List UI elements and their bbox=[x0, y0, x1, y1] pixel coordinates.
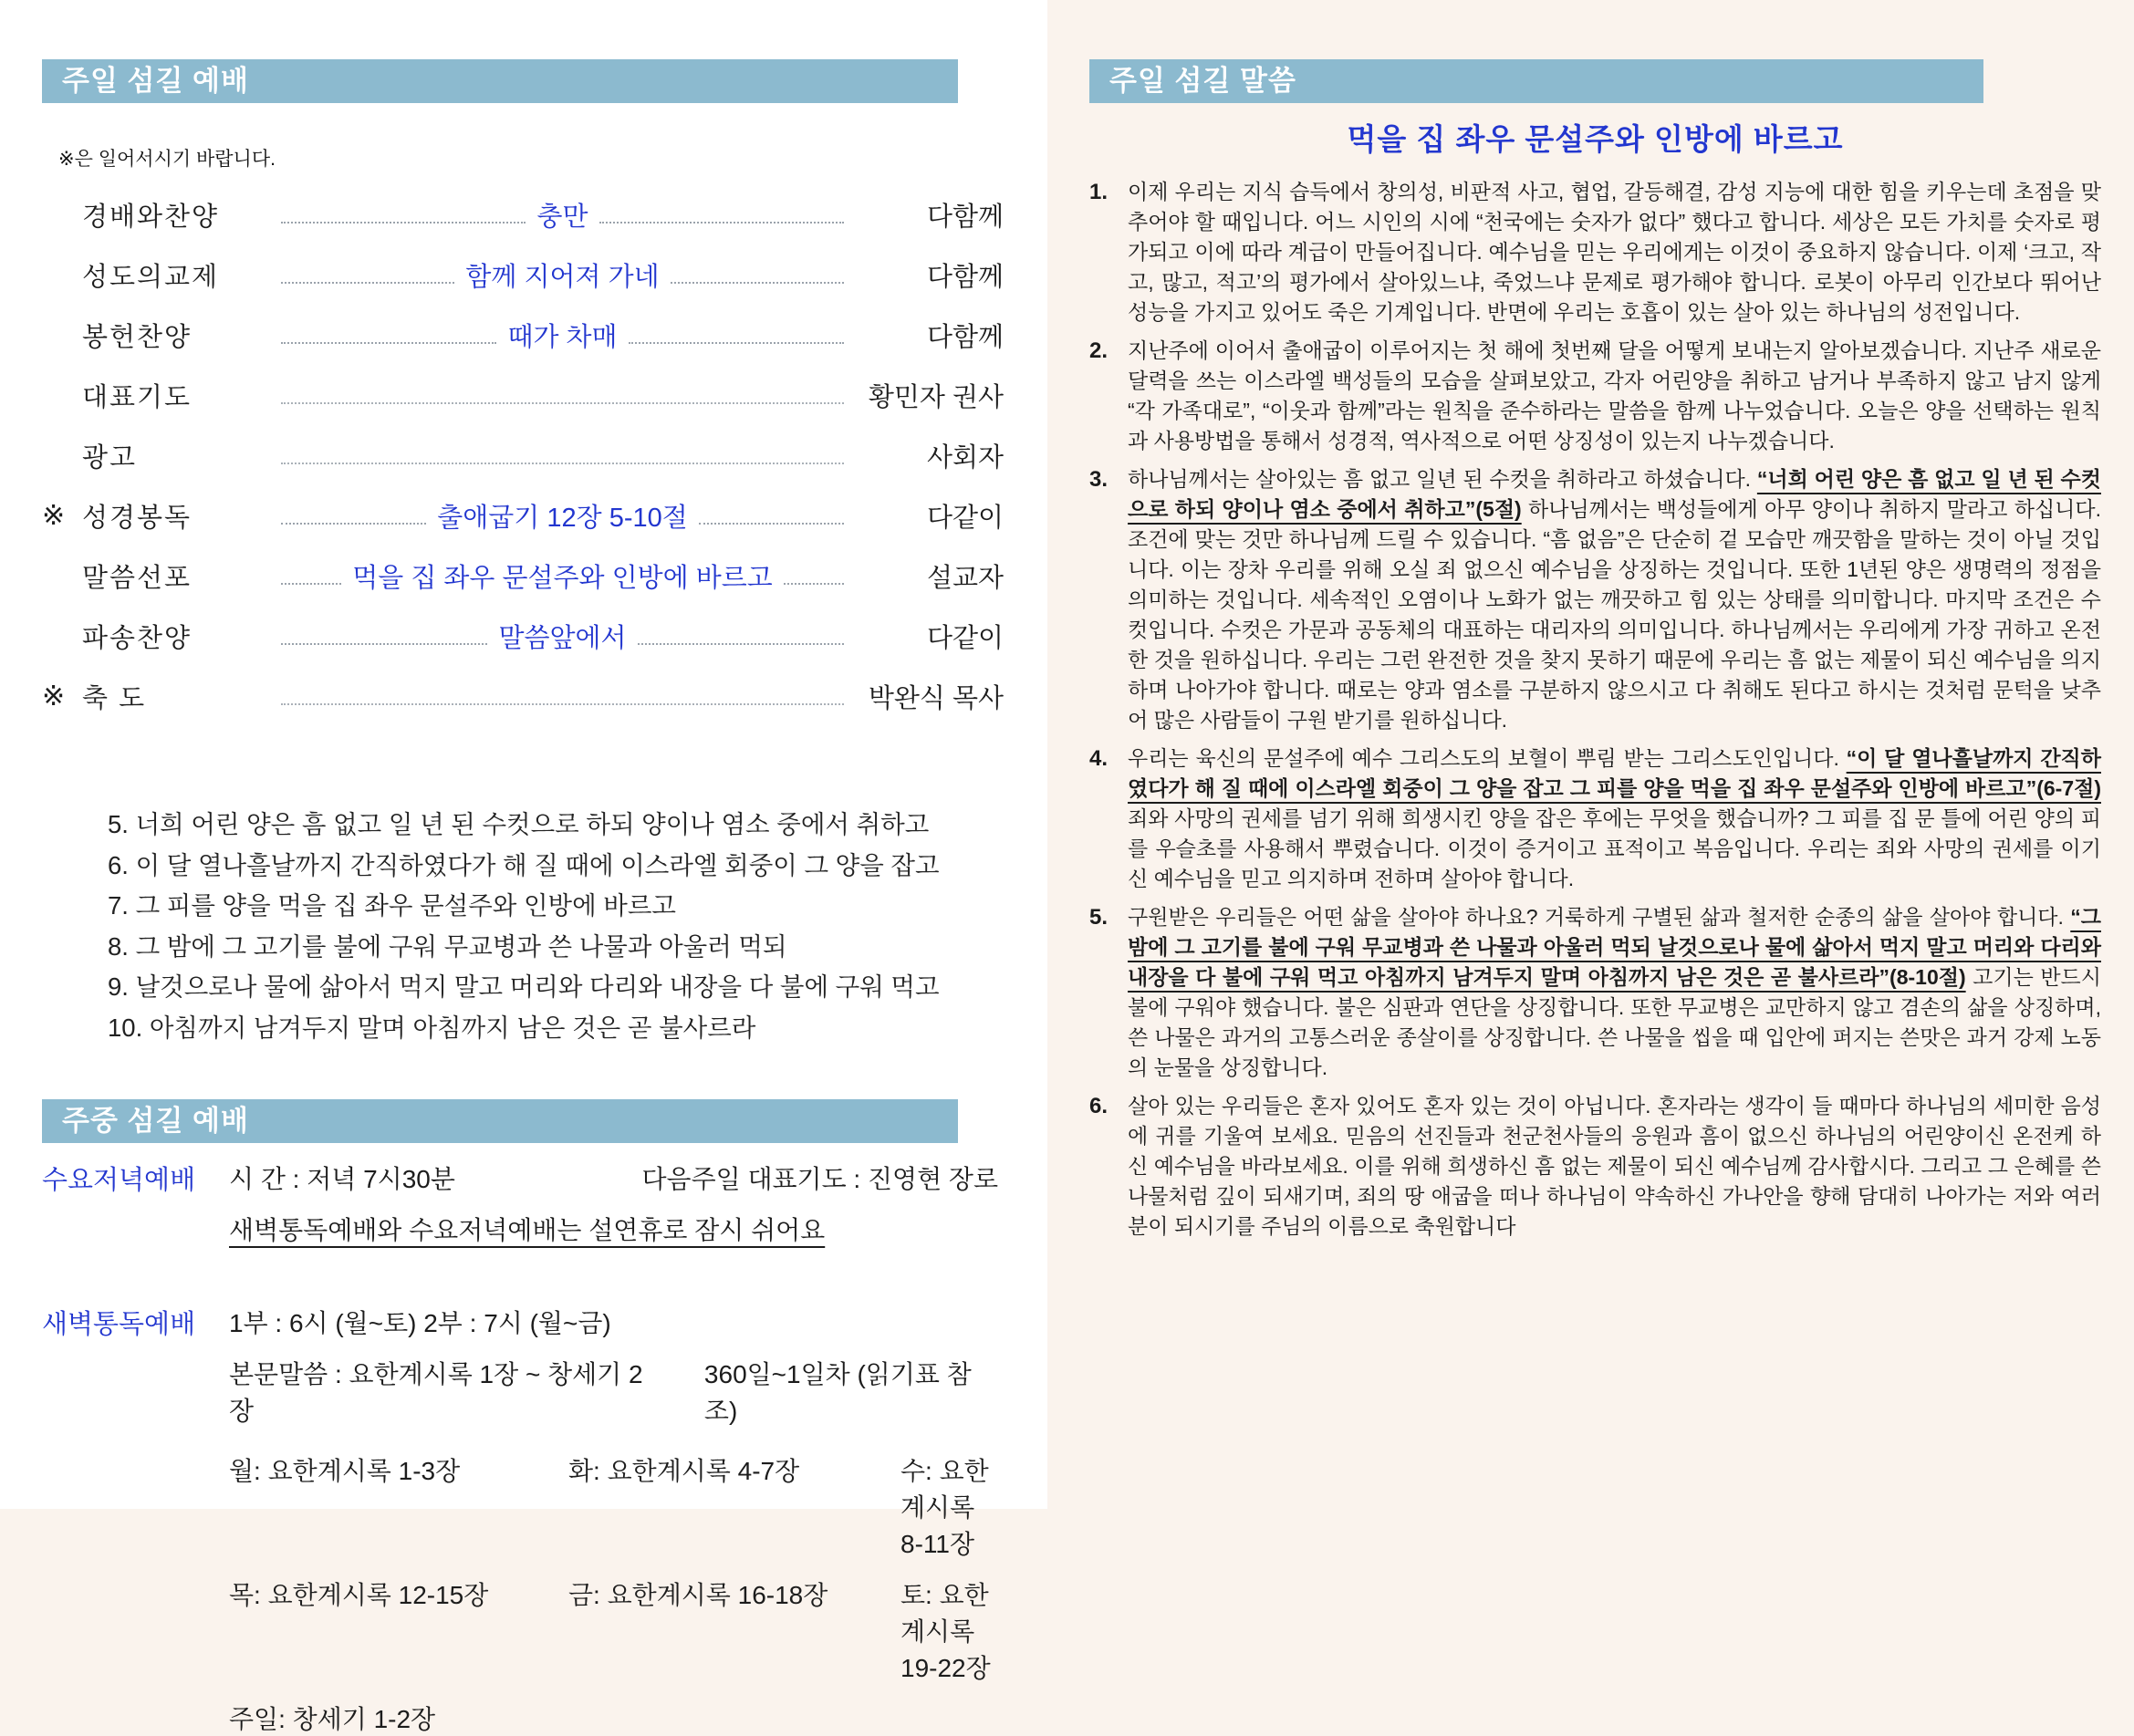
verse-line: 9. 날것으로나 물에 삶아서 먹지 말고 머리와 다리와 내장을 다 불에 구워 먹고 bbox=[108, 972, 940, 1001]
order-leader-area bbox=[281, 695, 844, 697]
stand-marker: ※ bbox=[42, 500, 66, 531]
order-leader-area bbox=[281, 557, 844, 595]
wednesday-service-label: 수요저녁예배 bbox=[42, 1166, 196, 1195]
reading-schedule-cell: 화: 요한계시록 4-7장 bbox=[568, 1457, 800, 1485]
wednesday-service-line1 bbox=[229, 1159, 1004, 1196]
wednesday-service-time: 시 간 : 저녁 7시30분 bbox=[229, 1165, 455, 1193]
order-item-performer: 다함께 bbox=[926, 262, 1004, 292]
leader-dots bbox=[281, 463, 844, 464]
paragraph-text: 구원받은 우리들은 어떤 삶을 살아야 하나요? 거룩하게 구별된 삶과 철저한 순종의 삶을 살아야 합니다. bbox=[1128, 905, 2071, 929]
paragraph-text: 우리는 육신의 문설주에 예수 그리스도의 보혈이 뿌림 받는 그리스도인입니다. bbox=[1128, 746, 1847, 770]
order-leader-area bbox=[281, 196, 844, 234]
verse-line: 7. 그 피를 양을 먹을 집 좌우 문설주와 인방에 바르고 bbox=[108, 891, 676, 920]
quoted-scripture: “너희 어린 양은 흠 없고 일 년 된 수컷으로 하되 양이나 염소 중에서 취하고”(5절) bbox=[1128, 467, 2101, 521]
dawn-scripture-range: 본문말씀 : 요한계시록 1장 ~ 창세기 2장 bbox=[229, 1360, 643, 1425]
sermon-paragraph bbox=[1089, 902, 2101, 1083]
order-item-performer: 황민자 권사 bbox=[868, 382, 1004, 412]
leader-dots bbox=[281, 643, 487, 645]
order-item-value: 때가 차매 bbox=[507, 322, 618, 352]
leader-dots bbox=[599, 222, 844, 223]
worship-order-header: 주일 섬길 예배 bbox=[42, 59, 958, 103]
order-leader-area bbox=[281, 454, 844, 456]
order-item-label: 봉헌찬양 bbox=[82, 322, 193, 352]
verse-line: 5. 너희 어린 양은 흠 없고 일 년 된 수컷으로 하되 양이나 염소 중에서 취하고 bbox=[108, 810, 930, 838]
quoted-scripture: “이 달 열나흘날까지 간직하였다가 해 질 때에 이스라엘 회중이 그 양을 잡고 그 피를 양을 먹을 집 좌우 문설주와 인방에 바르고”(6-7절) bbox=[1128, 746, 2101, 800]
paragraph-text: 하나님께서는 살아있는 흠 없고 일년 된 수컷을 취하라고 하셨습니다. bbox=[1128, 467, 1757, 491]
worship-order-list bbox=[42, 184, 1004, 726]
reading-schedule-cell: 주일: 창세기 1-2장 bbox=[229, 1705, 436, 1733]
order-row bbox=[42, 606, 1004, 666]
reading-schedule-cell: 수: 요한계시록 8-11장 bbox=[900, 1457, 989, 1558]
dawn-service-times: 1부 : 6시 (월~토) 2부 : 7시 (월~금) bbox=[229, 1309, 611, 1337]
right-page bbox=[1047, 0, 2134, 1509]
left-page bbox=[0, 0, 1047, 1733]
order-item-performer: 사회자 bbox=[926, 442, 1004, 473]
order-row bbox=[42, 365, 1004, 425]
paragraph-text: 이제 우리는 지식 습득에서 창의성, 비판적 사고, 협업, 갈등해결, 감성 지능에 대한 힘을 키우는데 초점을 맞추어야 할 때입니다. 어느 시인의 시에 “천국에는 숫자가 없다” 했다고 합니다. 세상은 모든 가치를 숫자로 평가되고 이에 따라 계급이 만들어집니다. 예수님을 믿는 우리에게는 이것이 중요하지 않습니다. 이제 ‘크고, 작고, 많고, 적고’의 평가에서 살아있느냐, 죽었느냐 문제로 평가해야 합니다. 로봇이 아무리 인간보다 뛰어난 성능을 가지고 있어도 죽은 기계입니다. 반면에 우리는 호흡이 있는 살아 있는 하나님의 성전입니다. bbox=[1128, 180, 2101, 324]
order-item-label: 대표기도 bbox=[82, 382, 193, 412]
leader-dots bbox=[281, 523, 426, 525]
reading-schedule-cell: 금: 요한계시록 16-18장 bbox=[568, 1581, 828, 1609]
dawn-service-row bbox=[42, 1304, 1004, 1428]
sermon-paragraph bbox=[1089, 743, 2101, 894]
order-row bbox=[42, 425, 1004, 485]
sermon-paragraph bbox=[1089, 336, 2101, 456]
scripture-verses bbox=[108, 805, 1004, 1048]
order-item-label: 경배와찬양 bbox=[82, 202, 220, 232]
order-item-performer: 다같이 bbox=[926, 503, 1004, 533]
sermon-paragraph bbox=[1089, 1091, 2101, 1242]
dawn-day-count: 360일~1일차 (읽기표 참조) bbox=[703, 1360, 972, 1425]
paragraph-number: 4. bbox=[1089, 746, 1109, 771]
order-item-value: 함께 지어져 가네 bbox=[465, 262, 660, 292]
verse-line: 6. 이 달 열나흘날까지 간직하였다가 해 질 때에 이스라엘 회중이 그 양을 잡고 bbox=[108, 850, 940, 879]
leader-dots bbox=[671, 282, 844, 284]
leader-dots bbox=[281, 342, 496, 344]
order-item-value: 말씀앞에서 bbox=[498, 623, 627, 653]
order-item-value: 출애굽기 12장 5-10절 bbox=[437, 503, 688, 533]
order-item-label: 광고 bbox=[82, 442, 138, 473]
weekday-worship-header: 주중 섬길 예배 bbox=[42, 1099, 958, 1143]
paragraph-number: 6. bbox=[1089, 1094, 1109, 1118]
stand-marker: ※ bbox=[42, 681, 66, 712]
leader-dots bbox=[281, 402, 844, 404]
paragraph-number: 3. bbox=[1089, 467, 1109, 492]
reading-schedule-cell: 목: 요한계시록 12-15장 bbox=[229, 1581, 489, 1609]
order-item-label: 말씀선포 bbox=[82, 563, 193, 593]
verse-line: 10. 아침까지 남겨두지 말며 아침까지 남은 것은 곧 불사르라 bbox=[108, 1013, 756, 1042]
order-row bbox=[42, 244, 1004, 305]
order-row bbox=[42, 305, 1004, 365]
order-item-label: 성도의교제 bbox=[82, 262, 220, 292]
paragraph-text: 지난주에 이어서 출애굽이 이루어지는 첫 해에 첫번째 달을 어떻게 보내는지 알아보겠습니다. 지난주 새로운 달력을 쓰는 이스라엘 백성들의 모습을 살펴보았고, 각자 어린양을 취하고 남거나 부족하지 않고 남지 않게 “각 가족대로”, “이웃과 함께”라는 원칙을 준수하라는 말씀을 함께 나누었습니다. 오늘은 양을 선택하는 원칙과 사용방법을 통해서 성경적, 역사적으로 어떤 상징성이 있는지 나누겠습니다. bbox=[1128, 338, 2101, 452]
stand-note: ※은 일어서시기 바랍니다. bbox=[58, 149, 276, 170]
order-leader-area bbox=[281, 497, 844, 535]
order-item-label: 파송찬양 bbox=[82, 623, 193, 653]
order-item-value: 충만 bbox=[536, 202, 588, 232]
order-row bbox=[42, 666, 1004, 726]
dawn-service-content bbox=[229, 1304, 1004, 1428]
leader-dots bbox=[629, 342, 844, 344]
holiday-break-notice: 새벽통독예배와 수요저녁예배는 설연휴로 잠시 쉬어요 bbox=[229, 1216, 826, 1244]
order-item-performer: 박완식 목사 bbox=[868, 683, 1004, 713]
dawn-service-label: 새벽통독예배 bbox=[42, 1310, 196, 1339]
paragraph-text: 살아 있는 우리들은 혼자 있어도 혼자 있는 것이 아닙니다. 혼자라는 생각이 들 때마다 하나님의 세미한 음성에 귀를 기울여 보세요. 믿음의 선진들과 천군천사들의 응원과 흠이 없으신 하나님의 어린양이신 온전케 하신 예수님을 바라보세요. 이를 위해 희생하신 흠 없는 제물이 되신 예수님께 감사합시다. 그리고 그 은혜를 쓴 나물처럼 깊이 되새기며, 죄의 땅 애굽을 떠나 하나님이 약속하신 가나안을 향해 담대히 나아가는 저와 여러분이 되시기를 주님의 이름으로 축원합니다 bbox=[1128, 1094, 2101, 1238]
quoted-scripture: “그 밤에 그 고기를 불에 구워 무교병과 쓴 나물과 아울러 먹되 날것으로나 물에 삶아서 먹지 말고 머리와 다리와 내장을 다 불에 구워 먹고 아침까지 남겨두지 말며 아침까지 남은 것은 곧 불사르라”(8-10절) bbox=[1128, 905, 2101, 989]
order-row bbox=[42, 184, 1004, 244]
sermon-title: 먹을 집 좌우 문설주와 인방에 바르고 bbox=[1347, 122, 1844, 156]
leader-dots bbox=[281, 282, 454, 284]
wednesday-service-content bbox=[229, 1159, 1004, 1247]
order-item-performer: 다함께 bbox=[926, 202, 1004, 232]
verse-line: 8. 그 밤에 그 고기를 불에 구워 무교병과 쓴 나물과 아울러 먹되 bbox=[108, 931, 787, 961]
sermon-header: 주일 섬길 말씀 bbox=[1089, 59, 1983, 103]
dawn-service-scripture-line bbox=[229, 1355, 1004, 1428]
order-row bbox=[42, 485, 1004, 546]
reading-schedule-cell: 토: 요한계시록 19-22장 bbox=[900, 1581, 991, 1682]
order-row bbox=[42, 546, 1004, 606]
sermon-paragraphs bbox=[1089, 177, 2101, 1242]
order-item-performer: 다같이 bbox=[926, 623, 1004, 653]
paragraph-text: 죄와 사망의 권세를 넘기 위해 희생시킨 양을 잡은 후에는 무엇을 했습니까? 그 피를 집 문 틀에 어린 양의 피를 우슬초를 사용해서 뿌렸습니다. 이것이 증거이고 표적이고 복음입니다. 우리는 죄와 사망의 권세를 이기신 예수님을 믿고 의지하며 전하며 살아야 합니다. bbox=[1128, 806, 2101, 890]
leader-dots bbox=[638, 643, 844, 645]
leader-dots bbox=[699, 523, 844, 525]
paragraph-number: 5. bbox=[1089, 905, 1109, 930]
order-leader-area bbox=[281, 256, 844, 294]
reading-schedule-cell: 월: 요한계시록 1-3장 bbox=[229, 1457, 461, 1485]
order-item-label: 축 도 bbox=[82, 683, 147, 713]
sermon-paragraph bbox=[1089, 464, 2101, 735]
order-item-label: 성경봉독 bbox=[82, 503, 193, 533]
leader-dots bbox=[281, 703, 844, 705]
order-item-performer: 설교자 bbox=[926, 563, 1004, 593]
next-week-prayer: 다음주일 대표기도 : 진영현 장로 bbox=[641, 1165, 998, 1193]
paragraph-text: 하나님께서는 백성들에게 아무 양이나 취하지 말라고 하십니다. 조건에 맞는 것만 하나님께 드릴 수 있습니다. “흠 없음”은 단순히 겉 모습만 깨끗함을 말하는 것이 아닐 것입니다. 이는 장차 우리를 위해 오실 죄 없으신 예수님을 상징하는 것입니다. 또한 1년된 양은 생명력의 정점을 의미하는 것입니다. 세속적인 오염이나 노화가 없는 깨끗하고 힘 있는 상태를 의미합니다. 마지막 조건은 수컷입니다. 수컷은 가문과 공동체의 대표하는 대리자의 의미입니다. 하나님께서는 우리에게 가장 귀하고 온전한 것을 원하십니다. 우리는 그런 완전한 것을 찾지 못하기 때문에 우리는 흠 없는 제물이 되신 예수님을 의지하며 나아가야 합니다. 때로는 양과 염소를 구분하지 않으시고 다 취해도 된다고 하시는 것처럼 문턱을 낮추어 많은 사람들이 구원 받기를 원하십니다. bbox=[1128, 497, 2101, 732]
leader-dots bbox=[281, 222, 526, 223]
order-leader-area bbox=[281, 618, 844, 655]
daily-reading-schedule bbox=[229, 1451, 1004, 1736]
leader-dots bbox=[784, 583, 844, 585]
order-item-value: 먹을 집 좌우 문설주와 인방에 바르고 bbox=[352, 563, 773, 593]
sermon-paragraph bbox=[1089, 177, 2101, 327]
leader-dots bbox=[281, 583, 341, 585]
order-item-performer: 다함께 bbox=[926, 322, 1004, 352]
order-leader-area bbox=[281, 394, 844, 396]
paragraph-number: 1. bbox=[1089, 180, 1109, 204]
order-leader-area bbox=[281, 317, 844, 354]
paragraph-text: 고기는 반드시 불에 구워야 했습니다. 불은 심판과 연단을 상징합니다. 또한 무교병은 교만하지 않고 겸손의 삶을 상징하며, 쓴 나물은 과거의 고통스러운 종살이를 상징합니다. 쓴 나물을 씹을 때 입안에 퍼지는 쓴맛은 과거 강제 노동의 눈물을 상징합니다. bbox=[1128, 965, 2101, 1079]
wednesday-service-row bbox=[42, 1159, 1004, 1247]
paragraph-number: 2. bbox=[1089, 338, 1109, 363]
